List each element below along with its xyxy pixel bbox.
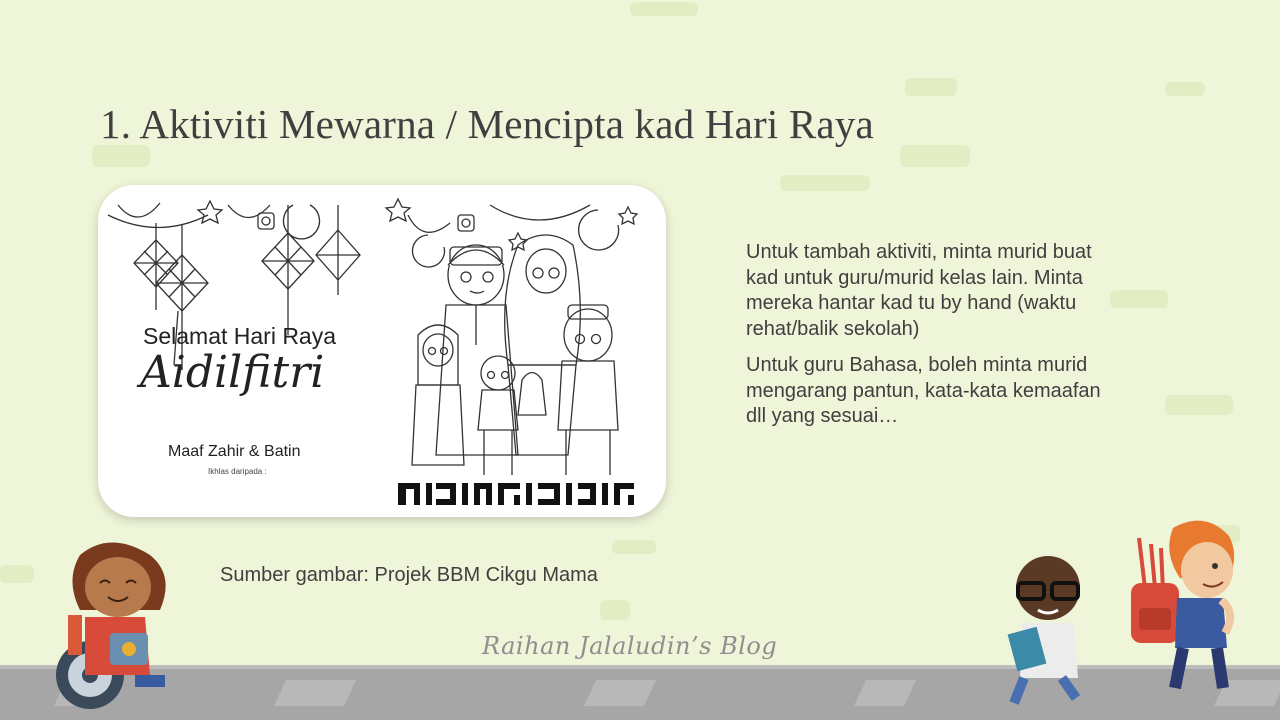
star-icon: [619, 207, 637, 224]
raya-card-image: [98, 185, 666, 517]
background-mark: [1165, 82, 1205, 96]
star-icon: [198, 201, 222, 223]
star-icon: [386, 199, 410, 221]
background-mark: [780, 175, 870, 191]
card-ikhlas-text: Ikhlas daripada :: [208, 467, 267, 476]
background-mark: [0, 565, 34, 583]
paragraph-language-teacher: Untuk guru Bahasa, boleh minta murid mengarang pantun, kata-kata kemaafan dll yang sesuai…: [746, 354, 1101, 427]
crescent-moon-icon: [413, 235, 445, 267]
boy-backpack-illustration: [1125, 518, 1245, 698]
ground-tile: [584, 680, 656, 706]
crescent-moon-icon: [228, 205, 270, 218]
card-maaf-text: Maaf Zahir & Batin: [168, 443, 301, 460]
background-mark: [905, 78, 957, 96]
pencil-icon: [1139, 538, 1163, 590]
ground-tile: [854, 680, 916, 706]
crescent-moon-icon: [408, 215, 450, 232]
slide-body-text: [746, 240, 1126, 441]
crescent-moon-icon: [579, 210, 619, 250]
background-mark: [900, 145, 970, 167]
slide-title: 1. Aktiviti Mewarna / Mencipta kad Hari Raya: [100, 101, 874, 147]
kufic-calligraphy-icon: [398, 483, 634, 505]
background-mark: [630, 2, 698, 16]
image-source-caption: Sumber gambar: Projek BBM Cikgu Mama: [220, 564, 598, 586]
girl-wheelchair-illustration: [40, 535, 190, 715]
crescent-moon-icon: [118, 203, 160, 217]
ground-tile: [274, 680, 356, 706]
card-script-title: Aidilfitri: [140, 347, 325, 398]
boy-glasses-illustration: [1000, 548, 1100, 708]
lantern-icon: [458, 215, 474, 231]
blog-watermark: Raihan Jalaludin’s Blog: [482, 632, 778, 660]
background-mark: [600, 600, 630, 620]
background-mark: [92, 145, 150, 167]
paragraph-activity: Untuk tambah aktiviti, minta murid buat kad untuk guru/murid kelas lain. Minta mereka hantar kad tu by hand (waktu rehat/balik sekolah): [746, 241, 1092, 340]
background-mark: [1165, 395, 1233, 415]
background-mark: [612, 540, 656, 554]
card-greeting: Selamat Hari Raya: [143, 323, 337, 349]
crescent-moon-icon: [284, 205, 320, 239]
lantern-icon: [258, 213, 274, 229]
